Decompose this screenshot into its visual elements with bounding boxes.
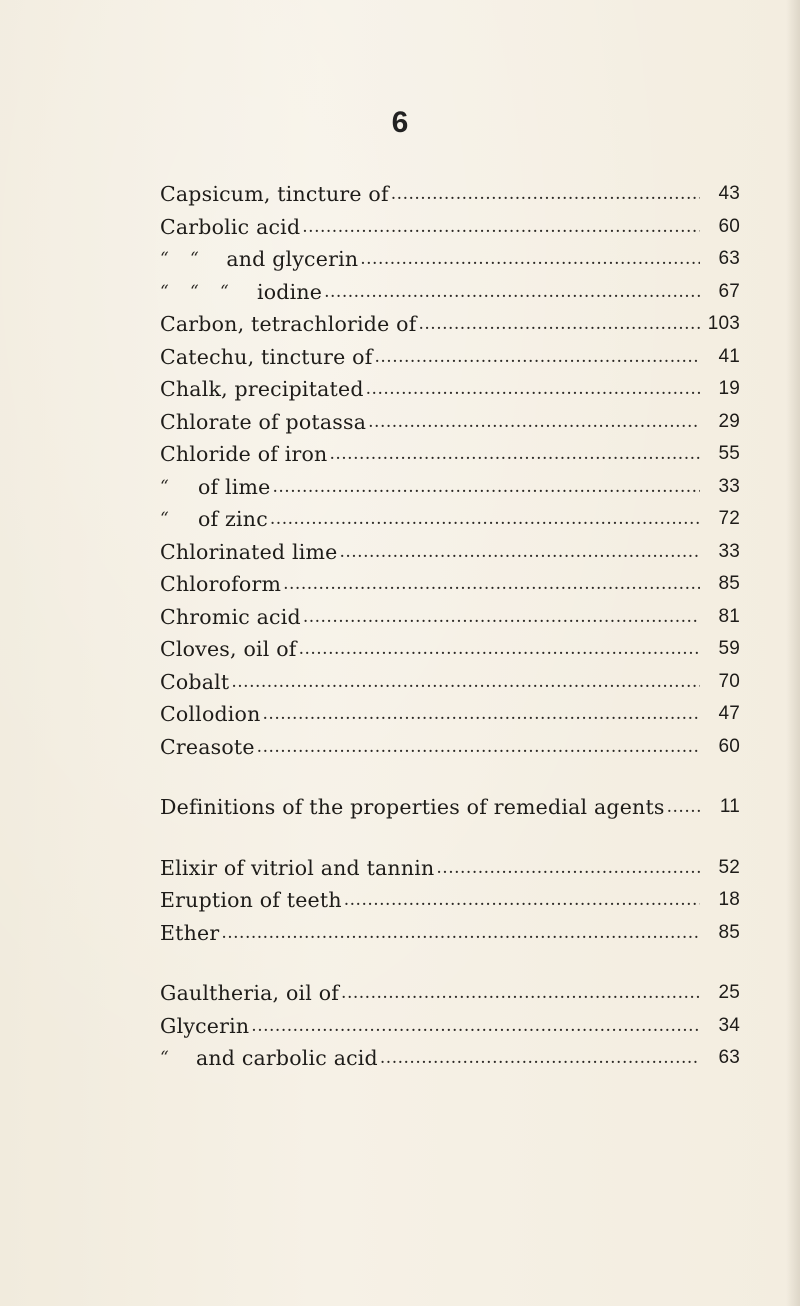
dot-leader <box>221 920 700 946</box>
page-edge-shadow <box>786 0 800 1306</box>
entry-label: Chromic acid <box>160 604 301 629</box>
dot-leader <box>375 344 701 370</box>
ditto-mark: “ <box>160 509 169 530</box>
entry-page-number: 55 <box>718 443 740 465</box>
index-entry <box>160 406 740 439</box>
entry-page-number: 103 <box>707 313 740 335</box>
index-entry <box>160 731 740 764</box>
entry-label: Carbon, tetrachloride of <box>160 312 417 337</box>
entry-page-number: 70 <box>718 670 740 692</box>
index-entry <box>160 791 740 824</box>
dot-leader <box>299 636 700 662</box>
entry-label: Chalk, precipitated <box>160 377 364 402</box>
entry-page-number: 63 <box>718 1047 740 1069</box>
index-entry <box>160 568 740 601</box>
ditto-mark: “ <box>220 281 229 302</box>
entry-page-number: 81 <box>718 605 740 627</box>
ditto-mark: “ <box>160 1048 169 1069</box>
index-entry <box>160 503 740 536</box>
entry-label: Ether <box>160 920 220 945</box>
entry-page-number: 41 <box>718 345 740 367</box>
index-entry <box>160 438 740 471</box>
dot-leader <box>360 246 700 272</box>
page-number: 6 <box>391 106 409 139</box>
entry-page-number: 85 <box>718 573 740 595</box>
entry-page-number: 25 <box>718 982 740 1004</box>
entry-label: Creasote <box>160 734 255 759</box>
entry-label: iodine <box>257 279 323 304</box>
dot-leader <box>283 571 700 597</box>
index-entry <box>160 178 740 211</box>
entry-label: Glycerin <box>160 1013 250 1038</box>
dot-leader <box>366 376 700 402</box>
entry-label: Cloves, oil of <box>160 637 297 662</box>
entry-label: Gaultheria, oil of <box>160 981 340 1006</box>
entry-page-number: 33 <box>718 475 740 497</box>
dot-leader <box>303 604 700 630</box>
entry-page-number: 60 <box>718 215 740 237</box>
ditto-mark: “ <box>190 249 199 270</box>
entry-label: Catechu, tincture of <box>160 344 373 369</box>
index-entry <box>160 211 740 244</box>
dot-leader <box>344 887 700 913</box>
index-entry <box>160 917 740 950</box>
dot-leader <box>418 311 700 337</box>
entry-page-number: 52 <box>718 856 740 878</box>
index-entry <box>160 373 740 406</box>
entry-page-number: 63 <box>718 248 740 270</box>
dot-leader <box>270 506 700 532</box>
entry-label: Definitions of the properties of remedial agents <box>160 795 665 820</box>
dot-leader <box>272 474 700 500</box>
dot-leader <box>436 855 700 881</box>
ditto-mark: “ <box>160 476 169 497</box>
index-entry <box>160 884 740 917</box>
entry-page-number: 72 <box>718 508 740 530</box>
entry-page-number: 33 <box>718 540 740 562</box>
entry-page-number: 19 <box>718 378 740 400</box>
dot-leader <box>339 539 700 565</box>
index-entry <box>160 341 740 374</box>
index-entry <box>160 666 740 699</box>
index-list <box>160 178 740 1075</box>
entry-page-number: 67 <box>718 280 740 302</box>
dot-leader <box>251 1013 700 1039</box>
entry-label: Elixir of vitriol and tannin <box>160 855 435 880</box>
index-entry <box>160 308 740 341</box>
index-entry <box>160 1010 740 1043</box>
entry-label: and carbolic acid <box>195 1046 378 1071</box>
dot-leader <box>380 1045 700 1071</box>
entry-page-number: 29 <box>718 410 740 432</box>
entry-page-number: 60 <box>718 735 740 757</box>
entry-label: Chlorinated lime <box>160 539 338 564</box>
ditto-mark: “ <box>160 249 169 270</box>
entry-label: of lime <box>197 474 271 499</box>
entry-page-number: 47 <box>718 703 740 725</box>
index-entry <box>160 601 740 634</box>
index-entry <box>160 243 740 276</box>
entry-label: of zinc <box>198 507 268 532</box>
index-entry <box>160 536 740 569</box>
dot-leader <box>667 794 700 820</box>
entry-page-number: 11 <box>719 796 740 818</box>
entry-label: Cobalt <box>160 669 230 694</box>
index-entry <box>160 633 740 666</box>
dot-leader <box>368 409 700 435</box>
dot-leader <box>391 181 700 207</box>
entry-label: Chloroform <box>160 572 282 597</box>
dot-leader <box>257 734 700 760</box>
ditto-mark: “ <box>160 281 169 302</box>
entry-page-number: 43 <box>718 183 740 205</box>
entry-label: Chloride of iron <box>160 442 328 467</box>
dot-leader <box>263 701 700 727</box>
entry-label: Carbolic acid <box>160 214 301 239</box>
entry-label: and glycerin <box>226 247 359 272</box>
entry-label: Eruption of teeth <box>160 888 342 913</box>
index-entry <box>160 276 740 309</box>
dot-leader <box>329 441 700 467</box>
index-entry <box>160 852 740 885</box>
index-entry <box>160 471 740 504</box>
entry-page-number: 18 <box>718 889 740 911</box>
ditto-mark: “ <box>190 281 199 302</box>
index-entry <box>160 1042 740 1075</box>
entry-label: Chlorate of potassa <box>160 409 367 434</box>
dot-leader <box>231 669 700 695</box>
entry-label: Capsicum, tincture of <box>160 182 389 207</box>
dot-leader <box>341 980 700 1006</box>
index-entry <box>160 698 740 731</box>
entry-page-number: 59 <box>718 638 740 660</box>
entry-page-number: 85 <box>718 921 740 943</box>
dot-leader <box>324 279 700 305</box>
dot-leader <box>302 214 700 240</box>
entry-page-number: 34 <box>718 1014 740 1036</box>
entry-label: Collodion <box>160 702 261 727</box>
index-entry <box>160 977 740 1010</box>
